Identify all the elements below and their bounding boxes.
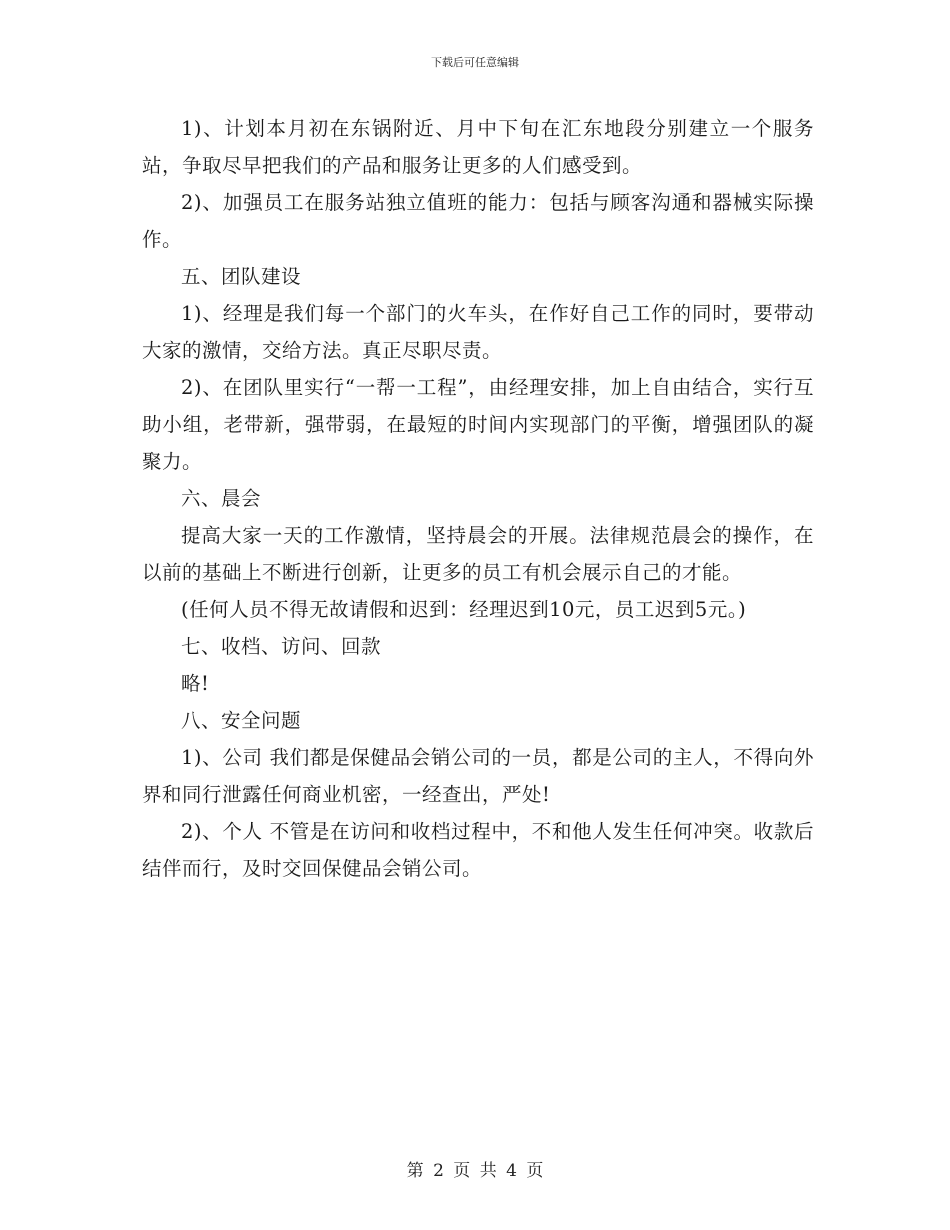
- document-body: [142, 110, 814, 887]
- lateness-rule-paragraph: (任何人员不得无故请假和迟到：经理迟到10元，员工迟到5元。): [181, 598, 747, 621]
- section-heading-collection: 七、收档、访问、回款: [181, 635, 382, 658]
- safety-item-2-paragraph: 2)、个人 不管是在访问和收档过程中，不和他人发生任何冲突。收款后结伴而行，及时交回保健品会销公司。: [142, 820, 814, 880]
- team-item-1-paragraph: 1)、经理是我们每一个部门的火车头，在作好自己工作的同时，要带动大家的激情，交给方法。真正尽职尽责。: [142, 302, 814, 362]
- collection-paragraph: 略!: [181, 672, 210, 695]
- section-heading-safety: 八、安全问题: [181, 709, 302, 732]
- safety-item-1-paragraph: 1)、公司 我们都是保健品会销公司的一员，都是公司的主人，不得向外界和同行泄露任何商业机密，一经查出，严处!: [142, 746, 814, 806]
- section-heading-team-building: 五、团队建设: [181, 265, 302, 288]
- team-item-2-paragraph: 2)、在团队里实行“一帮一工程”，由经理安排，加上自由结合，实行互助小组，老带新，强带弱，在最短的时间内实现部门的平衡，增强团队的凝聚力。: [142, 376, 814, 473]
- plan-item-1-paragraph: 1)、计划本月初在东锅附近、月中下旬在汇东地段分别建立一个服务站，争取尽早把我们的产品和服务让更多的人们感受到。: [142, 117, 814, 177]
- section-heading-morning-meeting: 六、晨会: [181, 487, 262, 510]
- morning-meeting-paragraph: 提高大家一天的工作激情，坚持晨会的开展。法律规范晨会的操作，在以前的基础上不断进行创新，让更多的员工有机会展示自己的才能。: [142, 524, 814, 584]
- plan-item-2-paragraph: 2)、加强员工在服务站独立值班的能力：包括与顾客沟通和器械实际操作。: [142, 191, 814, 251]
- page-number-footer: 第 2 页 共 4 页: [406, 1161, 544, 1181]
- page-header: 下载后可任意编辑: [431, 56, 519, 69]
